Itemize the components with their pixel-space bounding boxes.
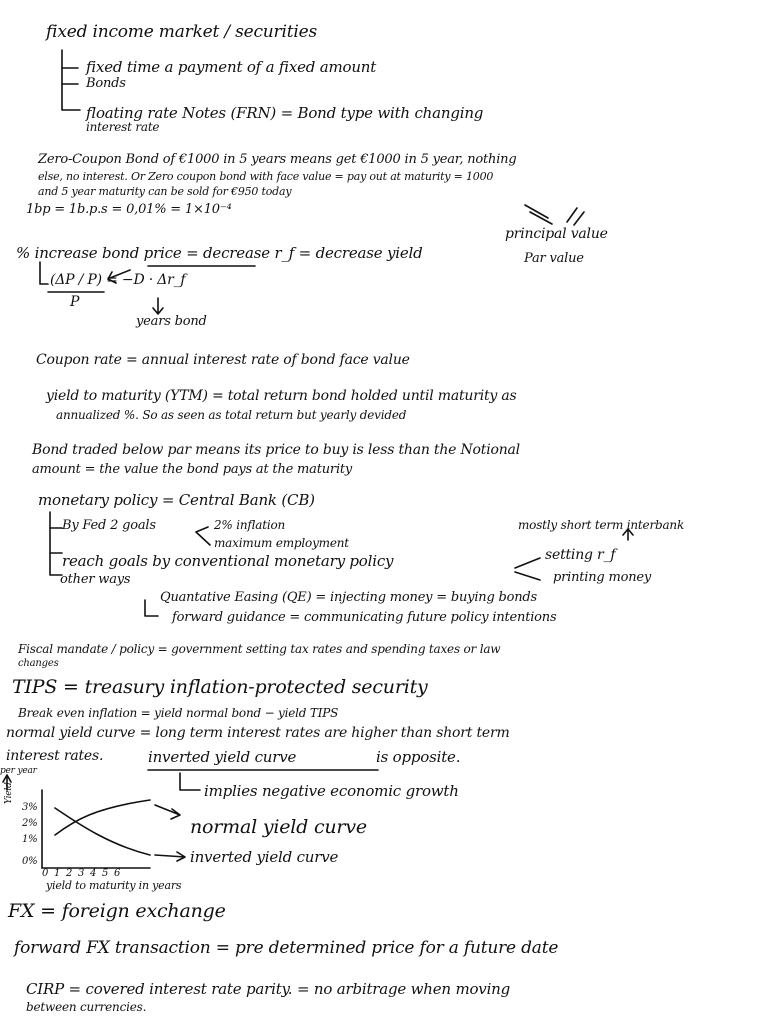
note-other-ways: other ways	[60, 572, 131, 587]
note-years-bond: years bond	[136, 314, 207, 329]
note-price-yield: % increase bond price = decrease r_f = decrease yield	[16, 244, 423, 262]
note-is-opposite: is opposite.	[376, 748, 461, 766]
chart-legend-inverted: inverted yield curve	[190, 848, 339, 866]
note-mostly-short-term: mostly short term interbank	[518, 518, 685, 532]
chart-ylabel-top: per year	[0, 766, 37, 776]
note-conventional-policy: reach goals by conventional monetary policy	[62, 552, 394, 570]
note-below-par-2: amount = the value the bond pays at the maturity	[32, 462, 353, 477]
bracket-fed-goals	[196, 527, 210, 545]
series-inverted-line	[55, 808, 150, 855]
note-principal-value: principal value	[505, 226, 608, 242]
note-breakeven: Break even inflation = yield normal bond − yield TIPS	[18, 706, 339, 720]
note-between-currencies: between currencies.	[26, 1000, 147, 1014]
note-zero-coupon-3: and 5 year maturity can be sold for €950 today	[38, 185, 292, 198]
note-below-par-1: Bond traded below par means its price to buy is less than the Notional	[32, 442, 520, 458]
series-normal-line	[55, 800, 150, 835]
arrow-implies	[180, 773, 200, 790]
note-zero-coupon-1: Zero-Coupon Bond of €1000 in 5 years means get €1000 in 5 year, nothing	[38, 152, 517, 167]
note-inverted-yield-curve: inverted yield curve	[148, 748, 297, 766]
note-qe: Quantative Easing (QE) = injecting money = buying bonds	[160, 590, 538, 605]
note-negative-growth: implies negative economic growth	[204, 782, 459, 800]
note-fx: FX = foreign exchange	[8, 900, 226, 922]
note-employment-goal: maximum employment	[214, 536, 349, 550]
bracket-other-ways	[145, 600, 158, 616]
note-basis-point: 1bp = 1b.p.s = 0,01% = 1×10⁻⁴	[26, 202, 232, 217]
note-zero-coupon-2: else, no interest. Or Zero coupon bond with face value = pay out at maturity = 1000	[38, 170, 494, 183]
formula-duration: (ΔP / P) = −D · Δr_f	[50, 272, 186, 288]
bracket-monetary	[50, 512, 62, 575]
chart-xtick-2: 2	[66, 868, 73, 879]
bracket-fixed-income	[62, 50, 80, 110]
bracket-setting	[515, 558, 540, 580]
chart-xlabel: yield to maturity in years	[46, 879, 182, 892]
arrow-to-par-b	[574, 212, 584, 225]
note-inflation-goal: 2% inflation	[214, 518, 286, 532]
chart-xtick-4: 4	[90, 868, 97, 879]
note-ytm-2: annualized %. So as seen as total return but yearly devided	[56, 408, 407, 422]
note-fiscal-changes: changes	[18, 658, 59, 669]
note-fed-goals: By Fed 2 goals	[62, 518, 156, 533]
chart-ytick-0: 0%	[22, 856, 38, 867]
chart-ytick-1: 1%	[22, 834, 38, 845]
chart-ylabel-side: Yield	[4, 782, 14, 804]
note-tips: TIPS = treasury inflation-protected security	[12, 676, 428, 698]
chart-xtick-1: 1	[54, 868, 61, 879]
heading-fixed-income: fixed income market / securities	[46, 22, 317, 42]
note-fixed-time: fixed time a payment of a fixed amount	[86, 58, 377, 76]
note-normal-yield-curve: normal yield curve = long term interest rates are higher than short term	[6, 725, 510, 741]
arrow-to-principal-b	[530, 212, 552, 224]
note-forward-guidance: forward guidance = communicating future policy intentions	[172, 610, 557, 625]
chart-xtick-3: 3	[78, 868, 85, 879]
chart-xtick-5: 5	[102, 868, 109, 879]
note-bonds: Bonds	[86, 76, 126, 91]
note-setting-rf: setting r_f	[545, 547, 616, 563]
chart-ytick-2: 2%	[22, 818, 38, 829]
note-cirp: CIRP = covered interest rate parity. = no arbitrage when moving	[26, 980, 511, 998]
arrow-normal-label	[155, 805, 180, 819]
arrow-inverted-label	[155, 852, 185, 861]
note-frn: floating rate Notes (FRN) = Bond type with changing	[86, 104, 484, 122]
note-fiscal-policy: Fiscal mandate / policy = government setting tax rates and spending taxes or law	[18, 642, 501, 656]
chart-xtick-0: 0	[42, 868, 49, 879]
arrow-to-principal	[525, 205, 548, 218]
note-coupon-rate: Coupon rate = annual interest rate of bond face value	[36, 352, 410, 368]
heading-monetary-policy: monetary policy = Central Bank (CB)	[38, 491, 315, 509]
note-interest-rates: interest rates.	[6, 748, 104, 764]
note-forward-fx: forward FX transaction = pre determined price for a future date	[14, 938, 559, 958]
formula-denominator: P	[70, 294, 80, 310]
note-interest-rate: interest rate	[86, 120, 160, 134]
arrow-to-d	[153, 298, 163, 314]
note-printing-money: printing money	[553, 570, 652, 585]
chart-ytick-3: 3%	[22, 802, 38, 813]
chart-legend-normal: normal yield curve	[190, 816, 367, 838]
chart-xtick-6: 6	[114, 868, 121, 879]
note-par-value: Par value	[524, 251, 584, 266]
formula-bracket	[40, 262, 48, 284]
arrow-to-par	[567, 208, 577, 222]
note-ytm-1: yield to maturity (YTM) = total return bond holded until maturity as	[46, 388, 517, 404]
